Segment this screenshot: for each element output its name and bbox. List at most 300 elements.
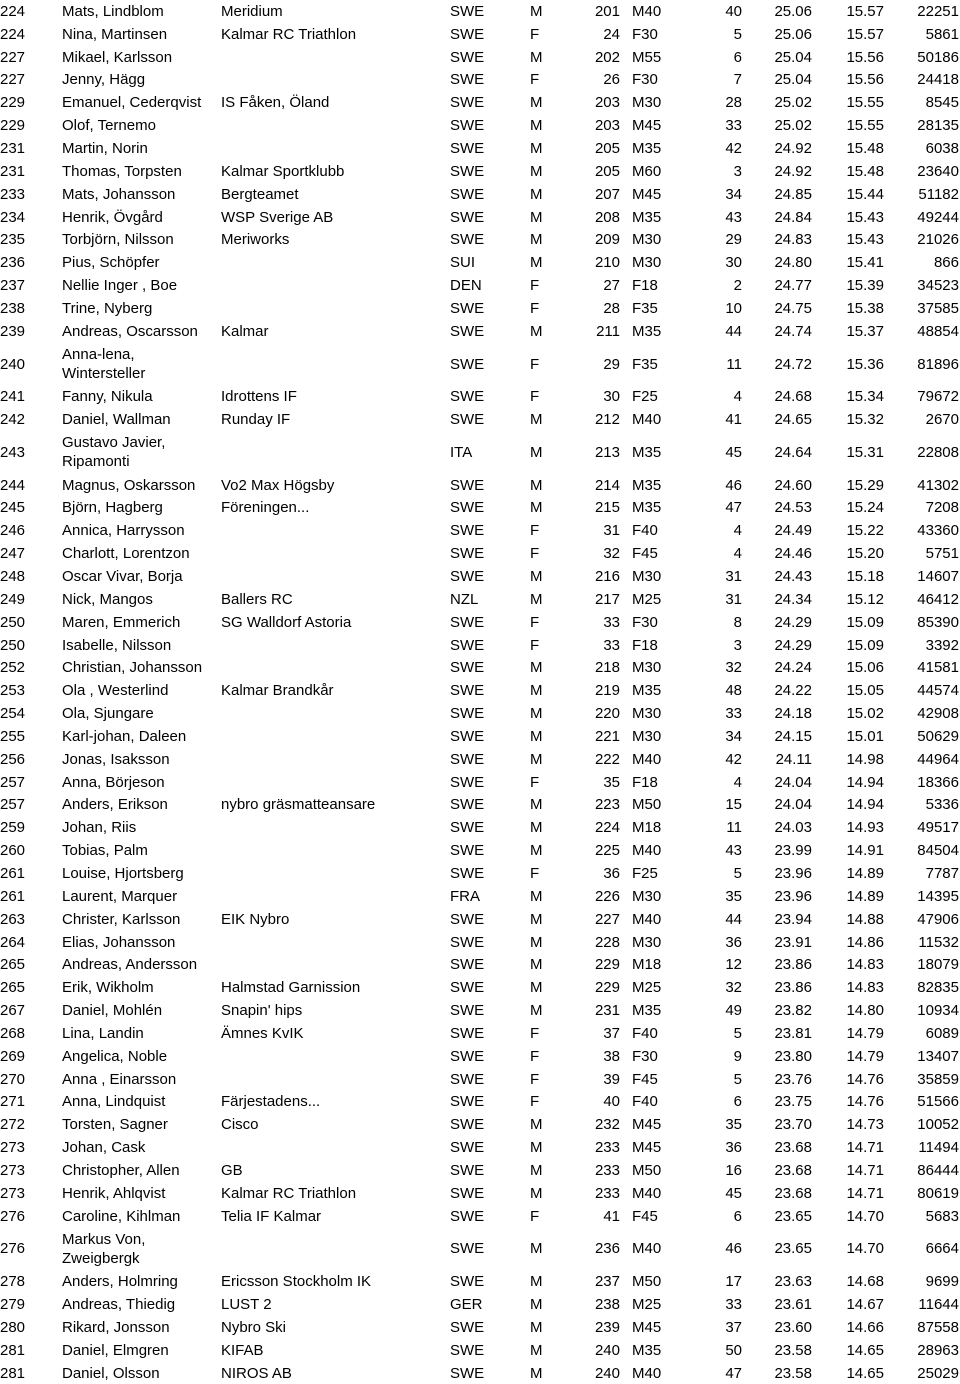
class-cell: M35 [632, 1002, 662, 1020]
name-cell: Anna, Lindquist [62, 1093, 166, 1111]
nationality-cell: ITA [450, 443, 473, 461]
number-cell: 210 [594, 254, 620, 272]
name-cell: Ola , Westerlind [62, 682, 169, 700]
nationality-cell: SWE [450, 71, 485, 89]
table-row [0, 1362, 960, 1384]
id-cell: 6038 [925, 139, 959, 157]
sex-cell: F [530, 773, 540, 791]
sex-cell: M [530, 1139, 543, 1157]
number-cell: 231 [594, 1002, 620, 1020]
id-cell: 46412 [917, 590, 959, 608]
club-cell: Nybro Ski [221, 1318, 287, 1336]
number-cell: 226 [594, 887, 620, 905]
nationality-cell: SWE [450, 819, 485, 837]
class-rank-cell: 37 [725, 1318, 742, 1336]
sex-cell: M [530, 1296, 543, 1314]
speed-cell: 23.96 [774, 887, 812, 905]
name-cell: Torbjörn, Nilsson [62, 231, 174, 249]
pace-cell: 14.89 [846, 864, 884, 882]
speed-cell: 23.65 [774, 1207, 812, 1225]
speed-cell: 24.11 [775, 750, 812, 768]
place-cell: 234 [0, 208, 26, 226]
class-rank-cell: 35 [725, 887, 742, 905]
sex-cell: M [530, 727, 543, 745]
place-cell: 261 [0, 887, 26, 905]
club-cell: IS Fåken, Öland [221, 94, 330, 112]
place-cell: 279 [0, 1296, 26, 1314]
class-cell: M40 [632, 842, 662, 860]
pace-cell: 14.91 [846, 842, 884, 860]
table-row [0, 611, 960, 634]
number-cell: 228 [594, 933, 620, 951]
speed-cell: 24.15 [774, 727, 812, 745]
name-cell: Lina, Landin [62, 1024, 144, 1042]
sex-cell: M [530, 1240, 543, 1258]
class-cell: M30 [632, 254, 662, 272]
id-cell: 11532 [918, 933, 959, 951]
number-cell: 207 [594, 185, 620, 203]
name-cell: Elias, Johansson [62, 933, 176, 951]
speed-cell: 25.02 [774, 94, 812, 112]
id-cell: 82835 [917, 979, 959, 997]
sex-cell: M [530, 568, 543, 586]
class-cell: F30 [632, 1047, 658, 1065]
place-cell: 236 [0, 254, 26, 272]
number-cell: 223 [594, 796, 620, 814]
speed-cell: 24.53 [774, 499, 812, 517]
class-cell: F30 [632, 71, 658, 89]
pace-cell: 15.24 [846, 499, 884, 517]
speed-cell: 23.75 [774, 1093, 812, 1111]
number-cell: 39 [603, 1070, 620, 1088]
speed-cell: 23.68 [774, 1161, 812, 1179]
nationality-cell: SWE [450, 1161, 485, 1179]
nationality-cell: SWE [450, 1341, 485, 1359]
name-cell: Pius, Schöpfer [62, 254, 160, 272]
club-cell: Bergteamet [221, 185, 299, 203]
pace-cell: 14.71 [846, 1139, 884, 1157]
table-row [0, 206, 960, 229]
sex-cell: M [530, 1273, 543, 1291]
sex-cell: M [530, 231, 543, 249]
sex-cell: F [530, 388, 540, 406]
number-cell: 203 [594, 94, 620, 112]
class-cell: M25 [632, 1296, 662, 1314]
class-cell: M40 [632, 750, 662, 768]
table-row [0, 931, 960, 954]
name-cell: Thomas, Torpsten [62, 162, 182, 180]
pace-cell: 14.76 [846, 1093, 884, 1111]
pace-cell: 15.56 [846, 48, 884, 66]
nationality-cell: SWE [450, 388, 485, 406]
nationality-cell: SWE [450, 1047, 485, 1065]
name-cell: Henrik, Ahlqvist [62, 1184, 166, 1202]
name-cell: Oscar Vivar, Borja [62, 568, 183, 586]
id-cell: 13407 [917, 1047, 959, 1065]
table-row [0, 519, 960, 542]
class-cell: M40 [632, 1240, 662, 1258]
place-cell: 253 [0, 682, 26, 700]
nationality-cell: SWE [450, 322, 485, 340]
place-cell: 224 [0, 25, 26, 43]
speed-cell: 23.99 [774, 842, 812, 860]
speed-cell: 24.43 [774, 568, 812, 586]
name-cell: Anna , Einarsson [62, 1070, 177, 1088]
nationality-cell: SWE [450, 1184, 485, 1202]
sex-cell: M [530, 443, 543, 461]
table-row [0, 1068, 960, 1091]
table-row [0, 1293, 960, 1316]
class-cell: M45 [632, 1139, 662, 1157]
class-cell: M30 [632, 231, 662, 249]
pace-cell: 15.31 [846, 443, 884, 461]
club-cell: Föreningen... [221, 499, 310, 517]
club-cell: EIK Nybro [221, 910, 290, 928]
pace-cell: 15.39 [846, 277, 884, 295]
name-cell: Charlott, Lorentzon [62, 545, 190, 563]
speed-cell: 23.81 [774, 1024, 812, 1042]
id-cell: 10052 [917, 1116, 959, 1134]
number-cell: 211 [596, 322, 620, 340]
speed-cell: 23.60 [774, 1318, 812, 1336]
sex-cell: M [530, 94, 543, 112]
table-row [0, 69, 960, 92]
table-row [0, 497, 960, 520]
table-row [0, 297, 960, 320]
place-cell: 237 [0, 277, 26, 295]
number-cell: 203 [594, 117, 620, 135]
id-cell: 35859 [917, 1070, 959, 1088]
table-row [0, 862, 960, 885]
name-cell: Erik, Wikholm [62, 979, 154, 997]
number-cell: 219 [594, 682, 620, 700]
club-cell: GB [221, 1161, 243, 1179]
name-cell: Mikael, Karlsson [62, 48, 173, 66]
sex-cell: F [530, 636, 540, 654]
pace-cell: 14.83 [846, 956, 884, 974]
id-cell: 5861 [925, 25, 959, 43]
nationality-cell: SWE [450, 94, 485, 112]
table-row [0, 794, 960, 817]
name-cell: Magnus, Oskarsson [62, 476, 196, 494]
number-cell: 37 [603, 1024, 620, 1042]
speed-cell: 23.70 [774, 1116, 812, 1134]
class-cell: M40 [632, 1364, 662, 1382]
place-cell: 252 [0, 659, 26, 677]
name-cell: Christopher, Allen [62, 1161, 180, 1179]
speed-cell: 24.34 [774, 590, 812, 608]
number-cell: 233 [594, 1161, 620, 1179]
table-row [0, 679, 960, 702]
table-row [0, 1339, 960, 1362]
sex-cell: M [530, 139, 543, 157]
sex-cell: M [530, 910, 543, 928]
class-cell: M60 [632, 162, 662, 180]
name-cell: Andreas, Oscarsson [62, 322, 198, 340]
place-cell: 267 [0, 1002, 26, 1020]
class-cell: M50 [632, 1161, 662, 1179]
pace-cell: 14.88 [846, 910, 884, 928]
place-cell: 248 [0, 568, 26, 586]
place-cell: 250 [0, 636, 26, 654]
pace-cell: 14.93 [846, 819, 884, 837]
class-cell: M30 [632, 568, 662, 586]
id-cell: 5683 [925, 1207, 959, 1225]
speed-cell: 24.84 [774, 208, 812, 226]
id-cell: 43360 [917, 522, 959, 540]
nationality-cell: SWE [450, 956, 485, 974]
table-row [0, 91, 960, 114]
nationality-cell: SWE [450, 162, 485, 180]
id-cell: 49244 [917, 208, 959, 226]
table-row [0, 183, 960, 206]
id-cell: 79672 [917, 388, 959, 406]
nationality-cell: SWE [450, 411, 485, 429]
pace-cell: 14.70 [846, 1240, 884, 1258]
pace-cell: 15.38 [846, 299, 884, 317]
place-cell: 224 [0, 2, 26, 20]
id-cell: 47906 [917, 910, 959, 928]
nationality-cell: SWE [450, 910, 485, 928]
place-cell: 281 [0, 1364, 26, 1382]
speed-cell: 23.58 [774, 1364, 812, 1382]
nationality-cell: DEN [450, 277, 482, 295]
number-cell: 237 [594, 1273, 620, 1291]
place-cell: 255 [0, 727, 26, 745]
class-cell: M35 [632, 1341, 662, 1359]
table-row [0, 160, 960, 183]
number-cell: 26 [603, 71, 620, 89]
table-row [0, 1228, 960, 1271]
class-cell: M35 [632, 682, 662, 700]
name-cell: Olof, Ternemo [62, 117, 156, 135]
sex-cell: F [530, 1093, 540, 1111]
number-cell: 233 [594, 1139, 620, 1157]
name-cell: Isabelle, Nilsson [62, 636, 172, 654]
table-row [0, 1045, 960, 1068]
nationality-cell: SWE [450, 117, 485, 135]
speed-cell: 24.83 [774, 231, 812, 249]
pace-cell: 15.41 [846, 254, 884, 272]
id-cell: 37585 [917, 299, 959, 317]
place-cell: 240 [0, 355, 26, 373]
place-cell: 243 [0, 443, 26, 461]
sex-cell: M [530, 842, 543, 860]
class-cell: M40 [632, 411, 662, 429]
speed-cell: 23.94 [774, 910, 812, 928]
place-cell: 257 [0, 796, 26, 814]
nationality-cell: SWE [450, 1273, 485, 1291]
name-cell: Ola, Sjungare [62, 705, 154, 723]
nationality-cell: SWE [450, 185, 485, 203]
id-cell: 23640 [917, 162, 959, 180]
class-cell: F45 [632, 1070, 658, 1088]
sex-cell: F [530, 1024, 540, 1042]
speed-cell: 24.29 [774, 613, 812, 631]
id-cell: 44574 [917, 682, 959, 700]
number-cell: 236 [594, 1240, 620, 1258]
table-row [0, 408, 960, 431]
pace-cell: 15.43 [846, 231, 884, 249]
sex-cell: M [530, 682, 543, 700]
pace-cell: 15.06 [846, 659, 884, 677]
nationality-cell: SWE [450, 568, 485, 586]
speed-cell: 23.63 [774, 1273, 812, 1291]
number-cell: 212 [594, 411, 620, 429]
name-cell: Andreas, Andersson [62, 956, 198, 974]
id-cell: 10934 [917, 1002, 959, 1020]
class-rank-cell: 6 [733, 1093, 742, 1111]
pace-cell: 15.20 [846, 545, 884, 563]
sex-cell: F [530, 613, 540, 631]
class-rank-cell: 9 [733, 1047, 742, 1065]
class-rank-cell: 43 [725, 842, 742, 860]
class-cell: F18 [632, 277, 658, 295]
table-row [0, 839, 960, 862]
speed-cell: 24.24 [774, 659, 812, 677]
sex-cell: M [530, 1161, 543, 1179]
class-cell: M40 [632, 2, 662, 20]
class-cell: F30 [632, 25, 658, 43]
name-cell: Nellie Inger , Boe [62, 277, 178, 295]
speed-cell: 24.49 [774, 522, 812, 540]
table-row [0, 1022, 960, 1045]
nationality-cell: SWE [450, 522, 485, 540]
speed-cell: 24.04 [774, 796, 812, 814]
number-cell: 28 [603, 299, 620, 317]
sex-cell: M [530, 705, 543, 723]
id-cell: 21026 [917, 231, 959, 249]
name-cell: Johan, Riis [62, 819, 137, 837]
place-cell: 273 [0, 1139, 26, 1157]
pace-cell: 14.76 [846, 1070, 884, 1088]
pace-cell: 15.12 [846, 590, 884, 608]
pace-cell: 15.36 [846, 355, 884, 373]
class-rank-cell: 42 [725, 139, 742, 157]
name-cell: Gustavo Javier, Ripamonti [62, 434, 166, 471]
speed-cell: 24.65 [774, 411, 812, 429]
club-cell: Kalmar Brandkår [221, 682, 334, 700]
pace-cell: 15.02 [846, 705, 884, 723]
number-cell: 215 [594, 499, 620, 517]
id-cell: 41581 [917, 659, 959, 677]
class-cell: F35 [632, 355, 658, 373]
id-cell: 18366 [917, 773, 959, 791]
class-rank-cell: 33 [725, 1296, 742, 1314]
class-rank-cell: 4 [733, 388, 742, 406]
club-cell: Ämnes KvIK [221, 1024, 304, 1042]
nationality-cell: FRA [450, 887, 480, 905]
place-cell: 229 [0, 94, 26, 112]
table-row [0, 0, 960, 23]
club-cell: Runday IF [221, 411, 291, 429]
class-rank-cell: 34 [725, 727, 742, 745]
speed-cell: 24.74 [774, 322, 812, 340]
name-cell: Karl-johan, Daleen [62, 727, 187, 745]
speed-cell: 24.75 [774, 299, 812, 317]
place-cell: 241 [0, 388, 26, 406]
place-cell: 257 [0, 773, 26, 791]
table-row [0, 885, 960, 908]
id-cell: 9699 [925, 1273, 959, 1291]
table-row [0, 474, 960, 497]
number-cell: 205 [594, 139, 620, 157]
class-rank-cell: 5 [733, 864, 742, 882]
speed-cell: 25.02 [774, 117, 812, 135]
sex-cell: M [530, 796, 543, 814]
class-rank-cell: 45 [725, 443, 742, 461]
id-cell: 86444 [917, 1161, 959, 1179]
place-cell: 249 [0, 590, 26, 608]
nationality-cell: SWE [450, 1207, 485, 1225]
place-cell: 271 [0, 1093, 26, 1111]
name-cell: Jonas, Isaksson [62, 750, 170, 768]
pace-cell: 15.44 [846, 185, 884, 203]
pace-cell: 15.29 [846, 476, 884, 494]
sex-cell: M [530, 956, 543, 974]
speed-cell: 24.22 [774, 682, 812, 700]
class-rank-cell: 31 [725, 590, 742, 608]
sex-cell: M [530, 48, 543, 66]
class-cell: M35 [632, 476, 662, 494]
place-cell: 273 [0, 1184, 26, 1202]
class-cell: F40 [632, 1093, 658, 1111]
place-cell: 278 [0, 1273, 26, 1291]
name-cell: Caroline, Kihlman [62, 1207, 181, 1225]
class-rank-cell: 6 [733, 1207, 742, 1225]
sex-cell: M [530, 476, 543, 494]
id-cell: 3392 [925, 636, 959, 654]
table-row [0, 1205, 960, 1228]
pace-cell: 15.37 [846, 322, 884, 340]
class-rank-cell: 32 [725, 659, 742, 677]
place-cell: 268 [0, 1024, 26, 1042]
pace-cell: 14.65 [846, 1364, 884, 1382]
number-cell: 217 [594, 590, 620, 608]
class-rank-cell: 48 [725, 682, 742, 700]
sex-cell: M [530, 1364, 543, 1382]
number-cell: 214 [594, 476, 620, 494]
pace-cell: 14.86 [846, 933, 884, 951]
place-cell: 260 [0, 842, 26, 860]
speed-cell: 24.46 [774, 545, 812, 563]
speed-cell: 24.77 [774, 277, 812, 295]
table-row [0, 953, 960, 976]
nationality-cell: SWE [450, 613, 485, 631]
class-cell: F35 [632, 299, 658, 317]
pace-cell: 15.09 [846, 636, 884, 654]
sex-cell: M [530, 1184, 543, 1202]
name-cell: Anna-lena, Wintersteller [62, 346, 146, 382]
speed-cell: 23.68 [774, 1139, 812, 1157]
class-rank-cell: 11 [726, 355, 742, 373]
name-cell: Daniel, Olsson [62, 1364, 160, 1382]
place-cell: 227 [0, 71, 26, 89]
class-cell: F18 [632, 636, 658, 654]
number-cell: 213 [594, 443, 620, 461]
club-cell: Ballers RC [221, 590, 293, 608]
nationality-cell: SWE [450, 1240, 485, 1258]
id-cell: 42908 [917, 705, 959, 723]
place-cell: 238 [0, 299, 26, 317]
table-row [0, 908, 960, 931]
sex-cell: M [530, 1318, 543, 1336]
place-cell: 280 [0, 1318, 26, 1336]
number-cell: 29 [603, 355, 620, 373]
number-cell: 208 [594, 208, 620, 226]
class-cell: F45 [632, 1207, 658, 1225]
class-rank-cell: 2 [733, 277, 742, 295]
